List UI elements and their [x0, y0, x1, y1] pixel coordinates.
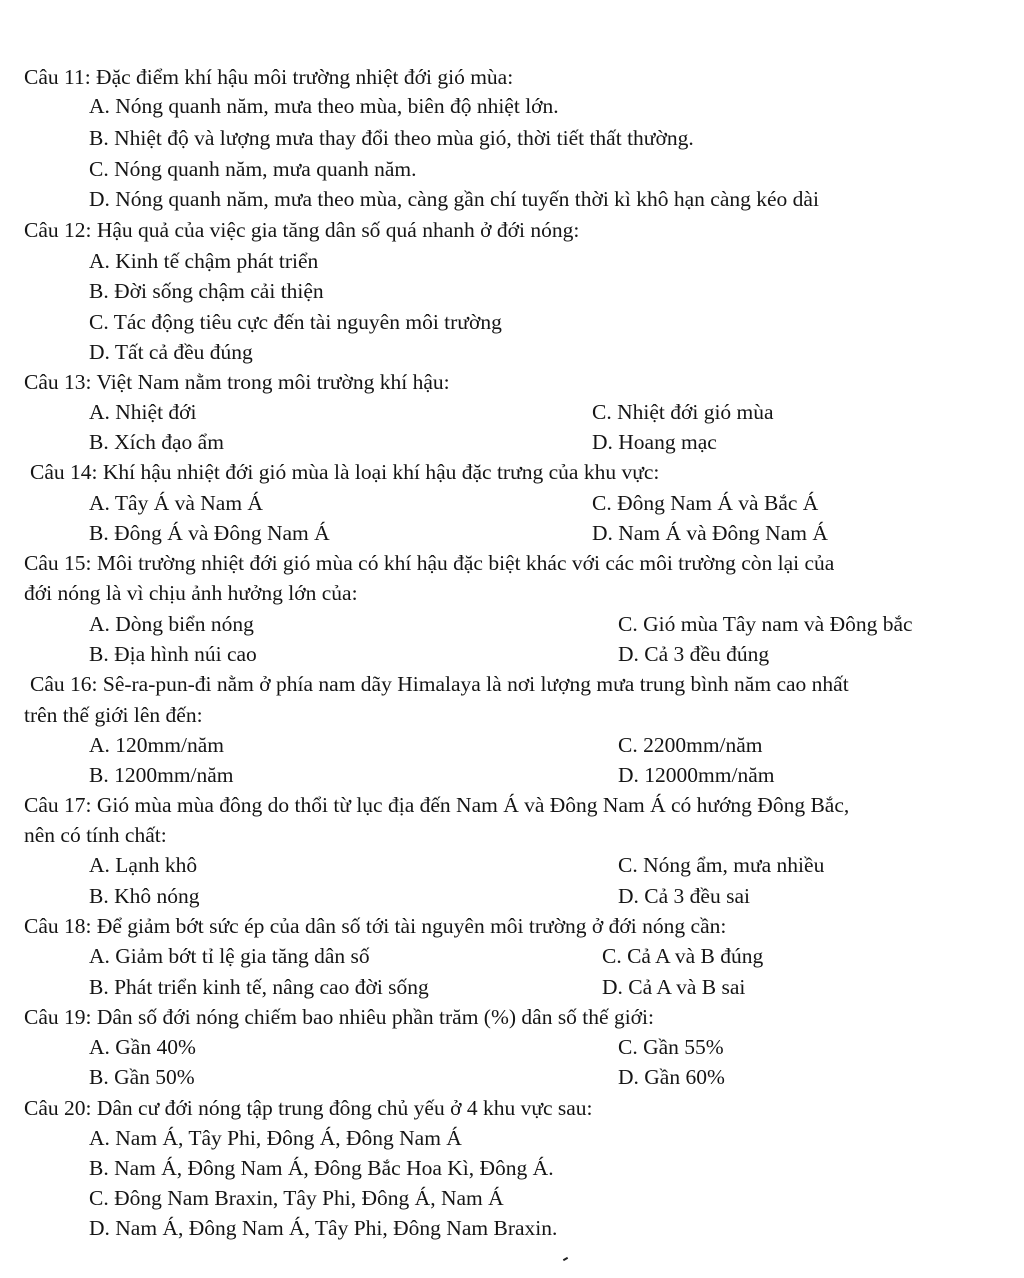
- question-17-stem-line-1: Câu 17: Gió mùa mùa đông do thổi từ lục địa đến Nam Á và Đông Nam Á có hướng Đông Bắc,: [24, 793, 850, 817]
- question-14-option-a: A. Tây Á và Nam Á: [89, 491, 263, 515]
- question-19-stem: Câu 19: Dân số đới nóng chiếm bao nhiêu phần trăm (%) dân số thế giới:: [24, 1005, 654, 1029]
- question-11-option-d: D. Nóng quanh năm, mưa theo mùa, càng gần chí tuyến thời kì khô hạn càng kéo dài: [89, 187, 819, 211]
- question-12-stem: Câu 12: Hậu quả của việc gia tăng dân số quá nhanh ở đới nóng:: [24, 218, 580, 242]
- question-18-option-d: D. Cả A và B sai: [602, 975, 746, 999]
- question-15-option-c: C. Gió mùa Tây nam và Đông bắc: [618, 612, 913, 636]
- question-12-option-a: A. Kinh tế chậm phát triển: [89, 249, 319, 273]
- question-14-option-c: C. Đông Nam Á và Bắc Á: [592, 491, 819, 515]
- stray-accent-mark: [563, 1257, 568, 1261]
- question-12-option-d: D. Tất cả đều đúng: [89, 340, 253, 364]
- question-15-stem-line-2: đới nóng là vì chịu ảnh hưởng lớn của:: [24, 581, 358, 605]
- question-16-option-c: C. 2200mm/năm: [618, 733, 763, 757]
- question-13-option-c: C. Nhiệt đới gió mùa: [592, 400, 774, 424]
- question-14-stem: Câu 14: Khí hậu nhiệt đới gió mùa là loại khí hậu đặc trưng của khu vực:: [30, 460, 660, 484]
- question-11-option-b: B. Nhiệt độ và lượng mưa thay đổi theo mùa gió, thời tiết thất thường.: [89, 126, 694, 150]
- question-16-stem-line-1: Câu 16: Sê-ra-pun-đi nằm ở phía nam dãy Himalaya là nơi lượng mưa trung bình năm cao nhất: [30, 672, 849, 696]
- question-17-stem-line-2: nên có tính chất:: [24, 823, 167, 847]
- question-18-option-a: A. Giảm bớt tỉ lệ gia tăng dân số: [89, 944, 370, 968]
- question-13-option-b: B. Xích đạo ẩm: [89, 430, 224, 454]
- question-19-option-b: B. Gần 50%: [89, 1065, 195, 1089]
- question-14-option-d: D. Nam Á và Đông Nam Á: [592, 521, 828, 545]
- question-15-option-d: D. Cả 3 đều đúng: [618, 642, 770, 666]
- question-20-option-a: A. Nam Á, Tây Phi, Đông Á, Đông Nam Á: [89, 1126, 462, 1150]
- question-12-option-b: B. Đời sống chậm cải thiện: [89, 279, 324, 303]
- question-12-option-c: C. Tác động tiêu cực đến tài nguyên môi trường: [89, 310, 502, 334]
- question-17-option-d: D. Cả 3 đều sai: [618, 884, 750, 908]
- question-19-option-a: A. Gần 40%: [89, 1035, 196, 1059]
- question-14-option-b: B. Đông Á và Đông Nam Á: [89, 521, 330, 545]
- question-20-option-d: D. Nam Á, Đông Nam Á, Tây Phi, Đông Nam Braxin.: [89, 1216, 558, 1240]
- question-15-option-b: B. Địa hình núi cao: [89, 642, 257, 666]
- question-17-option-b: B. Khô nóng: [89, 884, 200, 908]
- question-11-stem: Câu 11: Đặc điểm khí hậu môi trường nhiệt đới gió mùa:: [24, 65, 514, 89]
- question-13-stem: Câu 13: Việt Nam nằm trong môi trường khí hậu:: [24, 370, 450, 394]
- question-17-option-c: C. Nóng ẩm, mưa nhiều: [618, 853, 825, 877]
- question-13-option-d: D. Hoang mạc: [592, 430, 717, 454]
- question-19-option-c: C. Gần 55%: [618, 1035, 724, 1059]
- question-16-option-d: D. 12000mm/năm: [618, 763, 775, 787]
- question-15-option-a: A. Dòng biển nóng: [89, 612, 254, 636]
- question-20-option-b: B. Nam Á, Đông Nam Á, Đông Bắc Hoa Kì, Đông Á.: [89, 1156, 554, 1180]
- question-19-option-d: D. Gần 60%: [618, 1065, 725, 1089]
- question-18-option-b: B. Phát triển kinh tế, nâng cao đời sống: [89, 975, 429, 999]
- question-16-option-a: A. 120mm/năm: [89, 733, 224, 757]
- question-16-stem-line-2: trên thế giới lên đến:: [24, 703, 203, 727]
- question-13-option-a: A. Nhiệt đới: [89, 400, 197, 424]
- question-11-option-c: C. Nóng quanh năm, mưa quanh năm.: [89, 157, 417, 181]
- question-20-option-c: C. Đông Nam Braxin, Tây Phi, Đông Á, Nam Á: [89, 1186, 504, 1210]
- question-18-stem: Câu 18: Để giảm bớt sức ép của dân số tới tài nguyên môi trường ở đới nóng cần:: [24, 914, 727, 938]
- question-11-option-a: A. Nóng quanh năm, mưa theo mùa, biên độ nhiệt lớn.: [89, 94, 559, 118]
- question-15-stem-line-1: Câu 15: Môi trường nhiệt đới gió mùa có khí hậu đặc biệt khác với các môi trường còn lại của: [24, 551, 835, 575]
- question-16-option-b: B. 1200mm/năm: [89, 763, 234, 787]
- question-17-option-a: A. Lạnh khô: [89, 853, 198, 877]
- question-18-option-c: C. Cả A và B đúng: [602, 944, 764, 968]
- question-20-stem: Câu 20: Dân cư đới nóng tập trung đông chủ yếu ở 4 khu vực sau:: [24, 1096, 593, 1120]
